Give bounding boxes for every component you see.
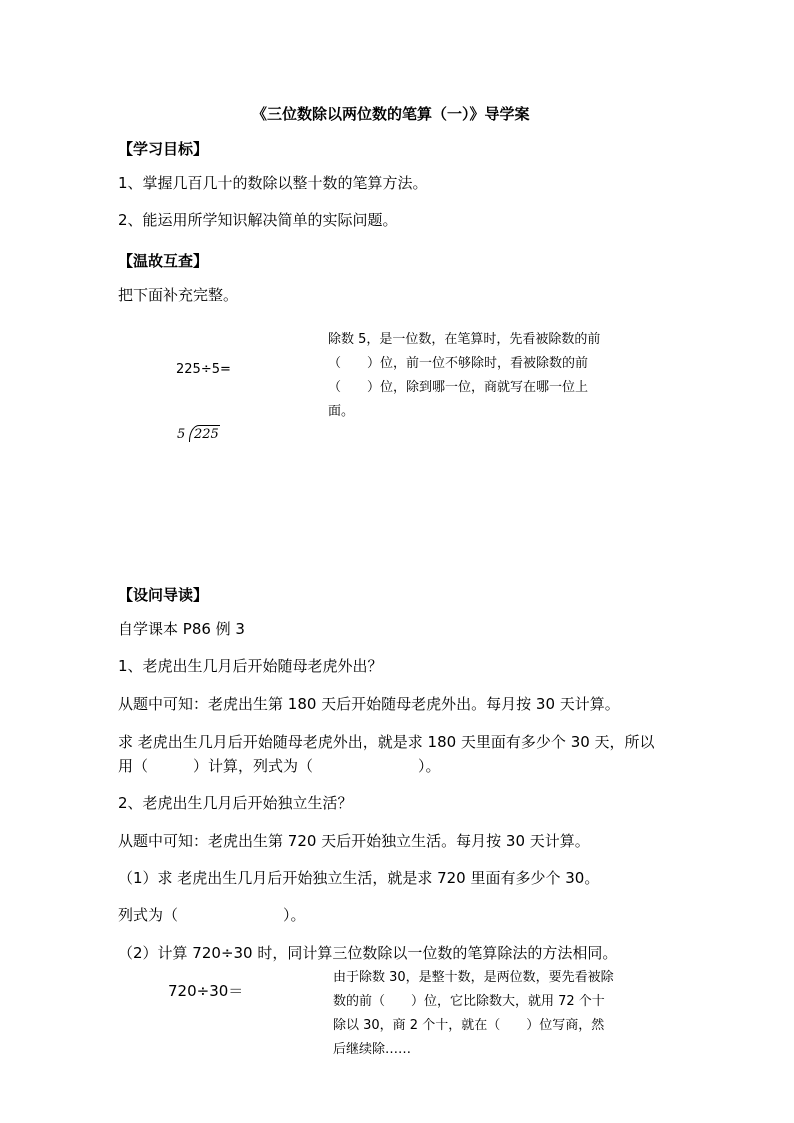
- review-expression: 225÷5=: [176, 362, 231, 377]
- question-2-info: 从题中可知：老虎出生第 720 天后开始独立生活。每月按 30 天计算。: [118, 832, 590, 850]
- guide-note-line: 数的前（ ）位，它比除数大，就用 72 个十: [333, 994, 605, 1009]
- question-2: 2、老虎出生几月后开始独立生活？: [118, 794, 353, 812]
- guide-note-line: 后继续除……: [333, 1042, 412, 1057]
- question-2-part-1: （1）求 老虎出生几月后开始独立生活，就是求 720 里面有多少个 30。: [118, 869, 600, 887]
- guide-note-line: 除以 30，商 2 个十，就在（ ）位写商，然: [333, 1018, 605, 1033]
- question-1: 1、老虎出生几月后开始随母老虎外出？: [118, 657, 383, 675]
- review-note-line: 除数 5，是一位数，在笔算时，先看被除数的前: [328, 332, 601, 347]
- review-heading: 【温故互查】: [118, 252, 209, 270]
- long-division-225-by-5: [177, 425, 237, 445]
- guide-heading: 【设问导读】: [118, 586, 209, 604]
- question-2-part-2: （2）计算 720÷30 时，同计算三位数除以一位数的笔算除法的方法相同。: [118, 944, 618, 962]
- long-division-dividend: 225: [194, 427, 219, 442]
- goals-heading: 【学习目标】: [118, 140, 209, 158]
- review-note-line: 面。: [328, 404, 355, 419]
- textbook-reference: 自学课本 P86 例 3: [118, 620, 245, 638]
- guide-expression-720-by-30: 720÷30＝: [168, 982, 244, 1000]
- question-2-formula: 列式为（ ）。: [118, 906, 306, 924]
- question-1-explain-line-1: 求 老虎出生几月后开始随母老虎外出，就是求 180 天里面有多少个 30 天，所以: [118, 733, 655, 751]
- review-instruction: 把下面补充完整。: [118, 286, 239, 304]
- review-note: [328, 328, 600, 424]
- guide-note-line: 由于除数 30，是整十数，是两位数，要先看被除: [333, 970, 614, 985]
- question-1-explain-line-2: 用（ ）计算，列式为（ ）。: [118, 757, 441, 775]
- goal-item-1: 1、掌握几百几十的数除以整十数的笔算方法。: [118, 174, 428, 192]
- question-1-info: 从题中可知：老虎出生第 180 天后开始随母老虎外出。每月按 30 天计算。: [118, 695, 620, 713]
- review-note-line: （ ）位，前一位不够除时，看被除数的前: [328, 356, 589, 371]
- review-note-line: （ ）位，除到哪一位，商就写在哪一位上: [328, 380, 589, 395]
- goal-item-2: 2、能运用所学知识解决简单的实际问题。: [118, 211, 398, 229]
- long-division-divisor: 5: [177, 427, 186, 442]
- guide-note: [333, 966, 614, 1062]
- page-title: 《三位数除以两位数的笔算（一）》导学案: [252, 105, 530, 123]
